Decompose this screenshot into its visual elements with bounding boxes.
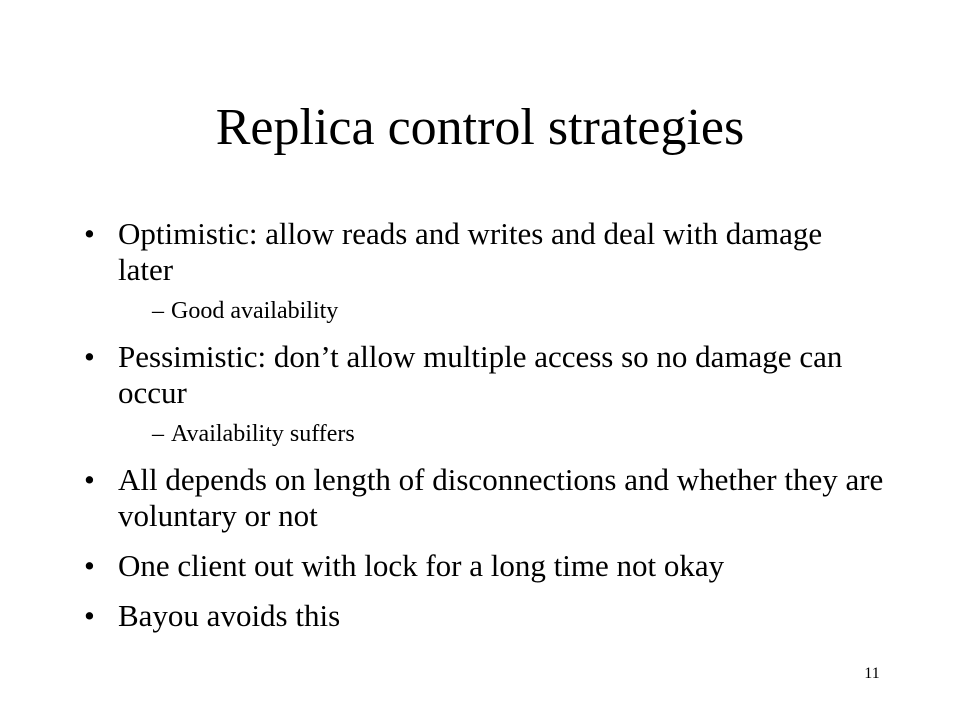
bullet-icon: • [84,462,95,497]
bullet-list [84,216,884,648]
slide-title: Replica control strategies [215,99,745,156]
bullet-text: Bayou avoids this [118,598,341,633]
bullet-text: Pessimistic: don’t allow multiple access so no damage can occur [118,339,843,410]
bullet-text: One client out with lock for a long time not okay [118,548,725,583]
bullet-item [84,548,884,584]
sub-bullet-text: Good availability [171,298,339,324]
bullet-item [84,216,884,325]
bullet-text: All depends on length of disconnections and whether they are voluntary or not [118,462,884,533]
bullet-icon: • [84,598,95,633]
page-number: 11 [864,665,880,682]
bullet-icon: • [84,216,95,251]
bullet-icon: • [84,339,95,374]
bullet-icon: • [84,548,95,583]
bullet-item [84,462,884,534]
dash-icon: – [152,298,164,324]
bullet-item [84,598,884,634]
bullet-item [84,339,884,448]
bullet-text: Optimistic: allow reads and writes and deal with damage later [118,216,823,287]
sub-bullet-list [118,420,884,448]
sub-bullet-item [152,297,884,325]
sub-bullet-list [118,297,884,325]
sub-bullet-text: Availability suffers [171,421,355,447]
sub-bullet-item [152,420,884,448]
dash-icon: – [152,421,164,447]
